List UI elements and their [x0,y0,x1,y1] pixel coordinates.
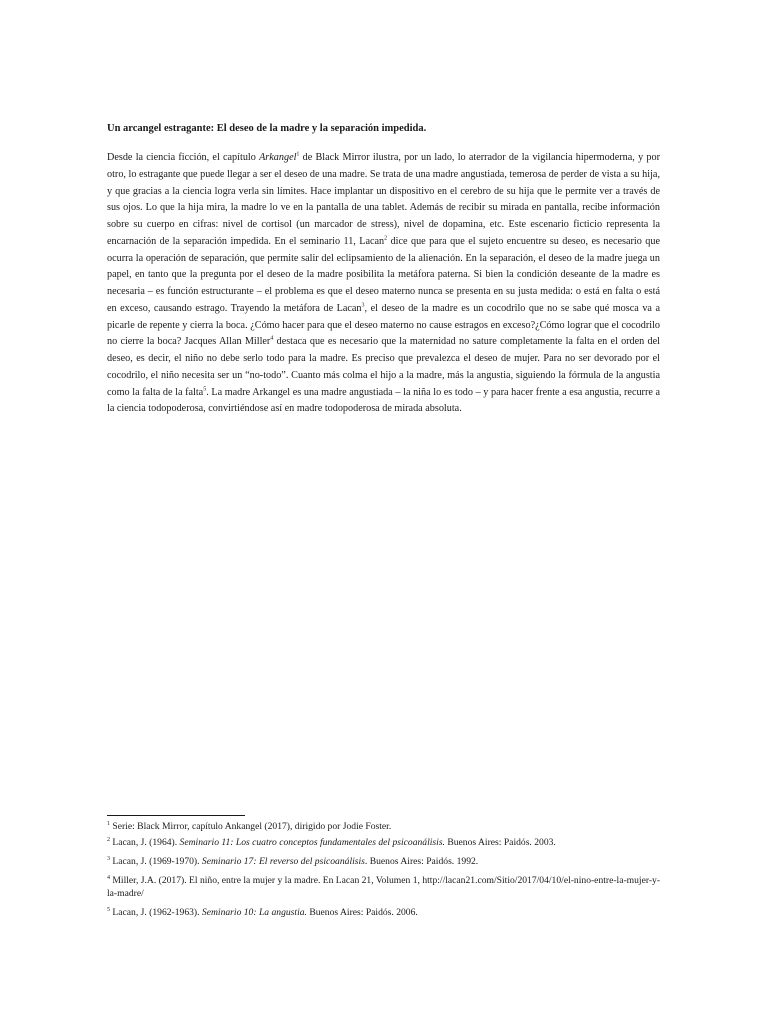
footnote-text: Serie: Black Mirror, capítulo Ankangel (2017), dirigido por Jodie Foster. [110,821,392,832]
footnote-1 [107,820,667,833]
footnote-ref-5[interactable]: 5 [203,386,207,393]
paragraph-segment-3: dice que para que el sujeto encuentre su deseo, es necesario que ocurra la operación de separación, que permite salir del eclipsamiento de la alienación. En la separación, el deseo de la madre juega un papel, en tanto que la pregunta por el deseo de la madre posibilita la metáfora paterna. Si bien la condición deseante de la madre es necesaria – es función estructurante – el problema es que el deseo materno nunca se presenta en su justa medida: o está en falta o está en exceso, causando estrago. Trayendo la metáfora de Lacan [107,235,660,314]
footnote-number: 1 [107,820,110,827]
footnote-work-title: Seminario 10: La angustia. [201,907,307,918]
footnote-2 [107,836,667,849]
footnote-text: Lacan, J. (1962-1963). [110,907,202,918]
paragraph-segment-1: Desde la ciencia ficción, el capítulo [107,152,260,163]
body-paragraph [107,150,660,418]
footnote-text: Lacan, J. (1969-1970). [110,856,202,867]
episode-title: Arkangel [259,152,297,163]
footnote-number: 4 [107,874,110,881]
footnote-work-title: Seminario 17: El reverso del psicoanálisis [201,856,365,867]
footnote-ref-2[interactable]: 2 [384,235,388,242]
footnote-work-title: Seminario 11: Los cuatro conceptos fundamentales del psicoanálisis. [179,837,445,848]
footnote-3 [107,855,667,868]
footnote-text: Buenos Aires: Paidós. 2006. [306,907,418,918]
footnote-text: Buenos Aires: Paidós. 2003. [444,837,556,848]
footnote-text: Miller, J.A. (2017). El niño, entre la mujer y la madre. En Lacan 21, Volumen 1, http://lacan21.com/Sitio/2017/04/10/el-nino-entre-la-mujer-y-la-madre/ [107,875,661,899]
footnote-4 [107,874,667,900]
footnote-ref-3[interactable]: 3 [361,302,365,309]
footnote-divider [107,815,245,816]
paragraph-text [107,150,660,418]
paragraph-segment-2: de Black Mirror ilustra, por un lado, lo aterrador de la vigilancia hipermoderna, y por otro, lo estragante que puede llegar a ser el deseo de una madre. Se trata de una madre angustiada, temerosa de perder de vista a su hija, y que gracias a la ciencia logra verla sin límites. Hace implantar un dispositivo en el cerebro de su hija que le permite ver a través de sus ojos. Lo que la hija mira, la madre lo ve en la pantalla de una tablet. Además de recibir su mirada en pantalla, recibe información sobre su cuerpo en cifras: nivel de cortisol (un marcador de stress), nivel de dopamina, etc. Este escenario ficticio representa la encarnación de la separación impedida. En el seminario 11, Lacan [107,152,660,247]
footnotes-section [107,820,667,925]
document-title: Un arcangel estragante: El deseo de la madre y la separación impedida. [107,123,427,134]
footnote-text: . Buenos Aires: Paidós. 1992. [364,856,479,867]
footnote-number: 2 [107,836,110,843]
paragraph-segment-6: . La madre Arkangel es una madre angustiada – la niña lo es todo – y para hacer frente a esa angustia, recurre a la ciencia todopoderosa, convirtiéndose así en madre todopoderosa de mirada absoluta. [107,386,661,415]
paragraph-segment-4: , el deseo de la madre es un cocodrilo que no se sabe qué mosca va a picarle de repente y cierra la boca. ¿Cómo hacer para que el deseo materno no cause estragos en exceso?¿Cómo lograr que el cocodrilo no cierre la boca? Jacques Allan Miller [107,302,660,348]
footnote-number: 3 [107,855,110,862]
footnote-ref-1[interactable]: 1 [296,151,300,158]
footnote-ref-4[interactable]: 4 [270,335,274,342]
footnote-5 [107,906,667,919]
footnote-number: 5 [107,906,110,913]
footnote-text: Lacan, J. (1964). [110,837,180,848]
paragraph-segment-5: destaca que es necesario que la maternidad no sature completamente la falta en el orden del deseo, es decir, el niño no debe serlo todo para la madre. Es preciso que prevalezca el deseo de mujer. Para no ser devorado por el cocodrilo, el niño necesita ser un “no-todo”. Cuanto más colma el hijo a la madre, más la angustia, siguiendo la fórmula de la angustia como la falta de la falta [107,336,660,398]
